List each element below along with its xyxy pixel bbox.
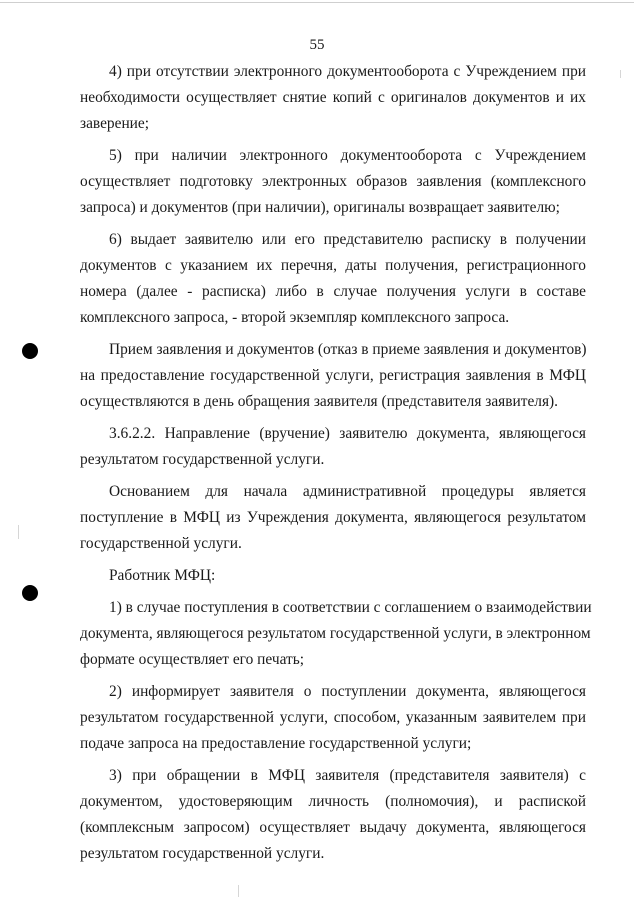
paragraph xyxy=(80,479,586,557)
paragraph xyxy=(80,595,592,673)
scan-artifact-mark xyxy=(620,70,621,78)
scan-artifact-mark xyxy=(18,525,19,539)
text-line: 3.6.2.2. Направление (вручение) заявителю документа, являющегося xyxy=(109,425,586,442)
paragraph xyxy=(80,143,586,221)
text-line: результатом государственной услуги, способом, указанным заявителем при xyxy=(80,709,586,726)
text-line: заверение; xyxy=(80,115,150,132)
paragraph xyxy=(80,227,586,331)
text-line: результатом государственной услуги. xyxy=(80,845,325,862)
text-line: Прием заявления и документов (отказ в приеме заявления и документов) xyxy=(109,341,587,358)
scan-artifact-mark xyxy=(238,885,239,897)
page-number: 55 xyxy=(309,37,325,53)
text-line: 4) при отсутствии электронного документооборота с Учреждением при xyxy=(109,63,586,80)
text-line: государственной услуги. xyxy=(80,535,242,552)
top-edge-rule xyxy=(0,2,634,3)
text-line: комплексного запроса, - второй экземпляр комплексного запроса. xyxy=(80,309,510,326)
text-line: 1) в случае поступления в соответствии с соглашением о взаимодействии xyxy=(109,599,592,616)
text-line: поступление в МФЦ из Учреждения документа, являющегося результатом xyxy=(80,509,586,526)
document-body xyxy=(80,59,592,873)
text-line: Основанием для начала административной процедуры является xyxy=(109,483,586,500)
text-line: формате осуществляет его печать; xyxy=(80,651,305,668)
punch-hole-mark-top xyxy=(22,343,38,359)
paragraph xyxy=(80,59,586,137)
text-line: 2) информирует заявителя о поступлении документа, являющегося xyxy=(109,683,586,700)
text-line: номера (далее - расписка) либо в случае получения услуги в составе xyxy=(80,283,586,300)
text-line: документом, удостоверяющим личность (полномочия), и распиской xyxy=(80,793,586,810)
text-line: 5) при наличии электронного документооборота с Учреждением xyxy=(109,147,586,164)
text-line: 6) выдает заявителю или его представителю расписку в получении xyxy=(109,231,586,248)
text-line: осуществляет подготовку электронных образов заявления (комплексного xyxy=(80,173,586,190)
paragraph xyxy=(80,421,586,473)
text-line: запроса) и документов (при наличии), оригиналы возвращает заявителю; xyxy=(80,199,560,216)
paragraph xyxy=(80,563,586,589)
text-line: подаче запроса на предоставление государственной услуги; xyxy=(80,735,472,752)
text-line: осуществляются в день обращения заявителя (представителя заявителя). xyxy=(80,393,559,410)
text-line: 3) при обращении в МФЦ заявителя (представителя заявителя) с xyxy=(109,767,586,784)
paragraph xyxy=(80,679,586,757)
text-line: на предоставление государственной услуги, регистрация заявления в МФЦ xyxy=(80,367,586,384)
text-line: Работник МФЦ: xyxy=(109,567,216,584)
punch-hole-mark-bottom xyxy=(22,585,38,601)
text-line: необходимости осуществляет снятие копий с оригиналов документов и их xyxy=(80,89,586,106)
text-line: документа, являющегося результатом государственной услуги, в электронном xyxy=(80,625,591,642)
paragraph xyxy=(80,337,586,415)
text-line: документов с указанием их перечня, даты получения, регистрационного xyxy=(80,257,586,274)
text-line: результатом государственной услуги. xyxy=(80,451,325,468)
paragraph xyxy=(80,763,586,867)
text-line: (комплексным запросом) осуществляет выдачу документа, являющегося xyxy=(80,819,586,836)
